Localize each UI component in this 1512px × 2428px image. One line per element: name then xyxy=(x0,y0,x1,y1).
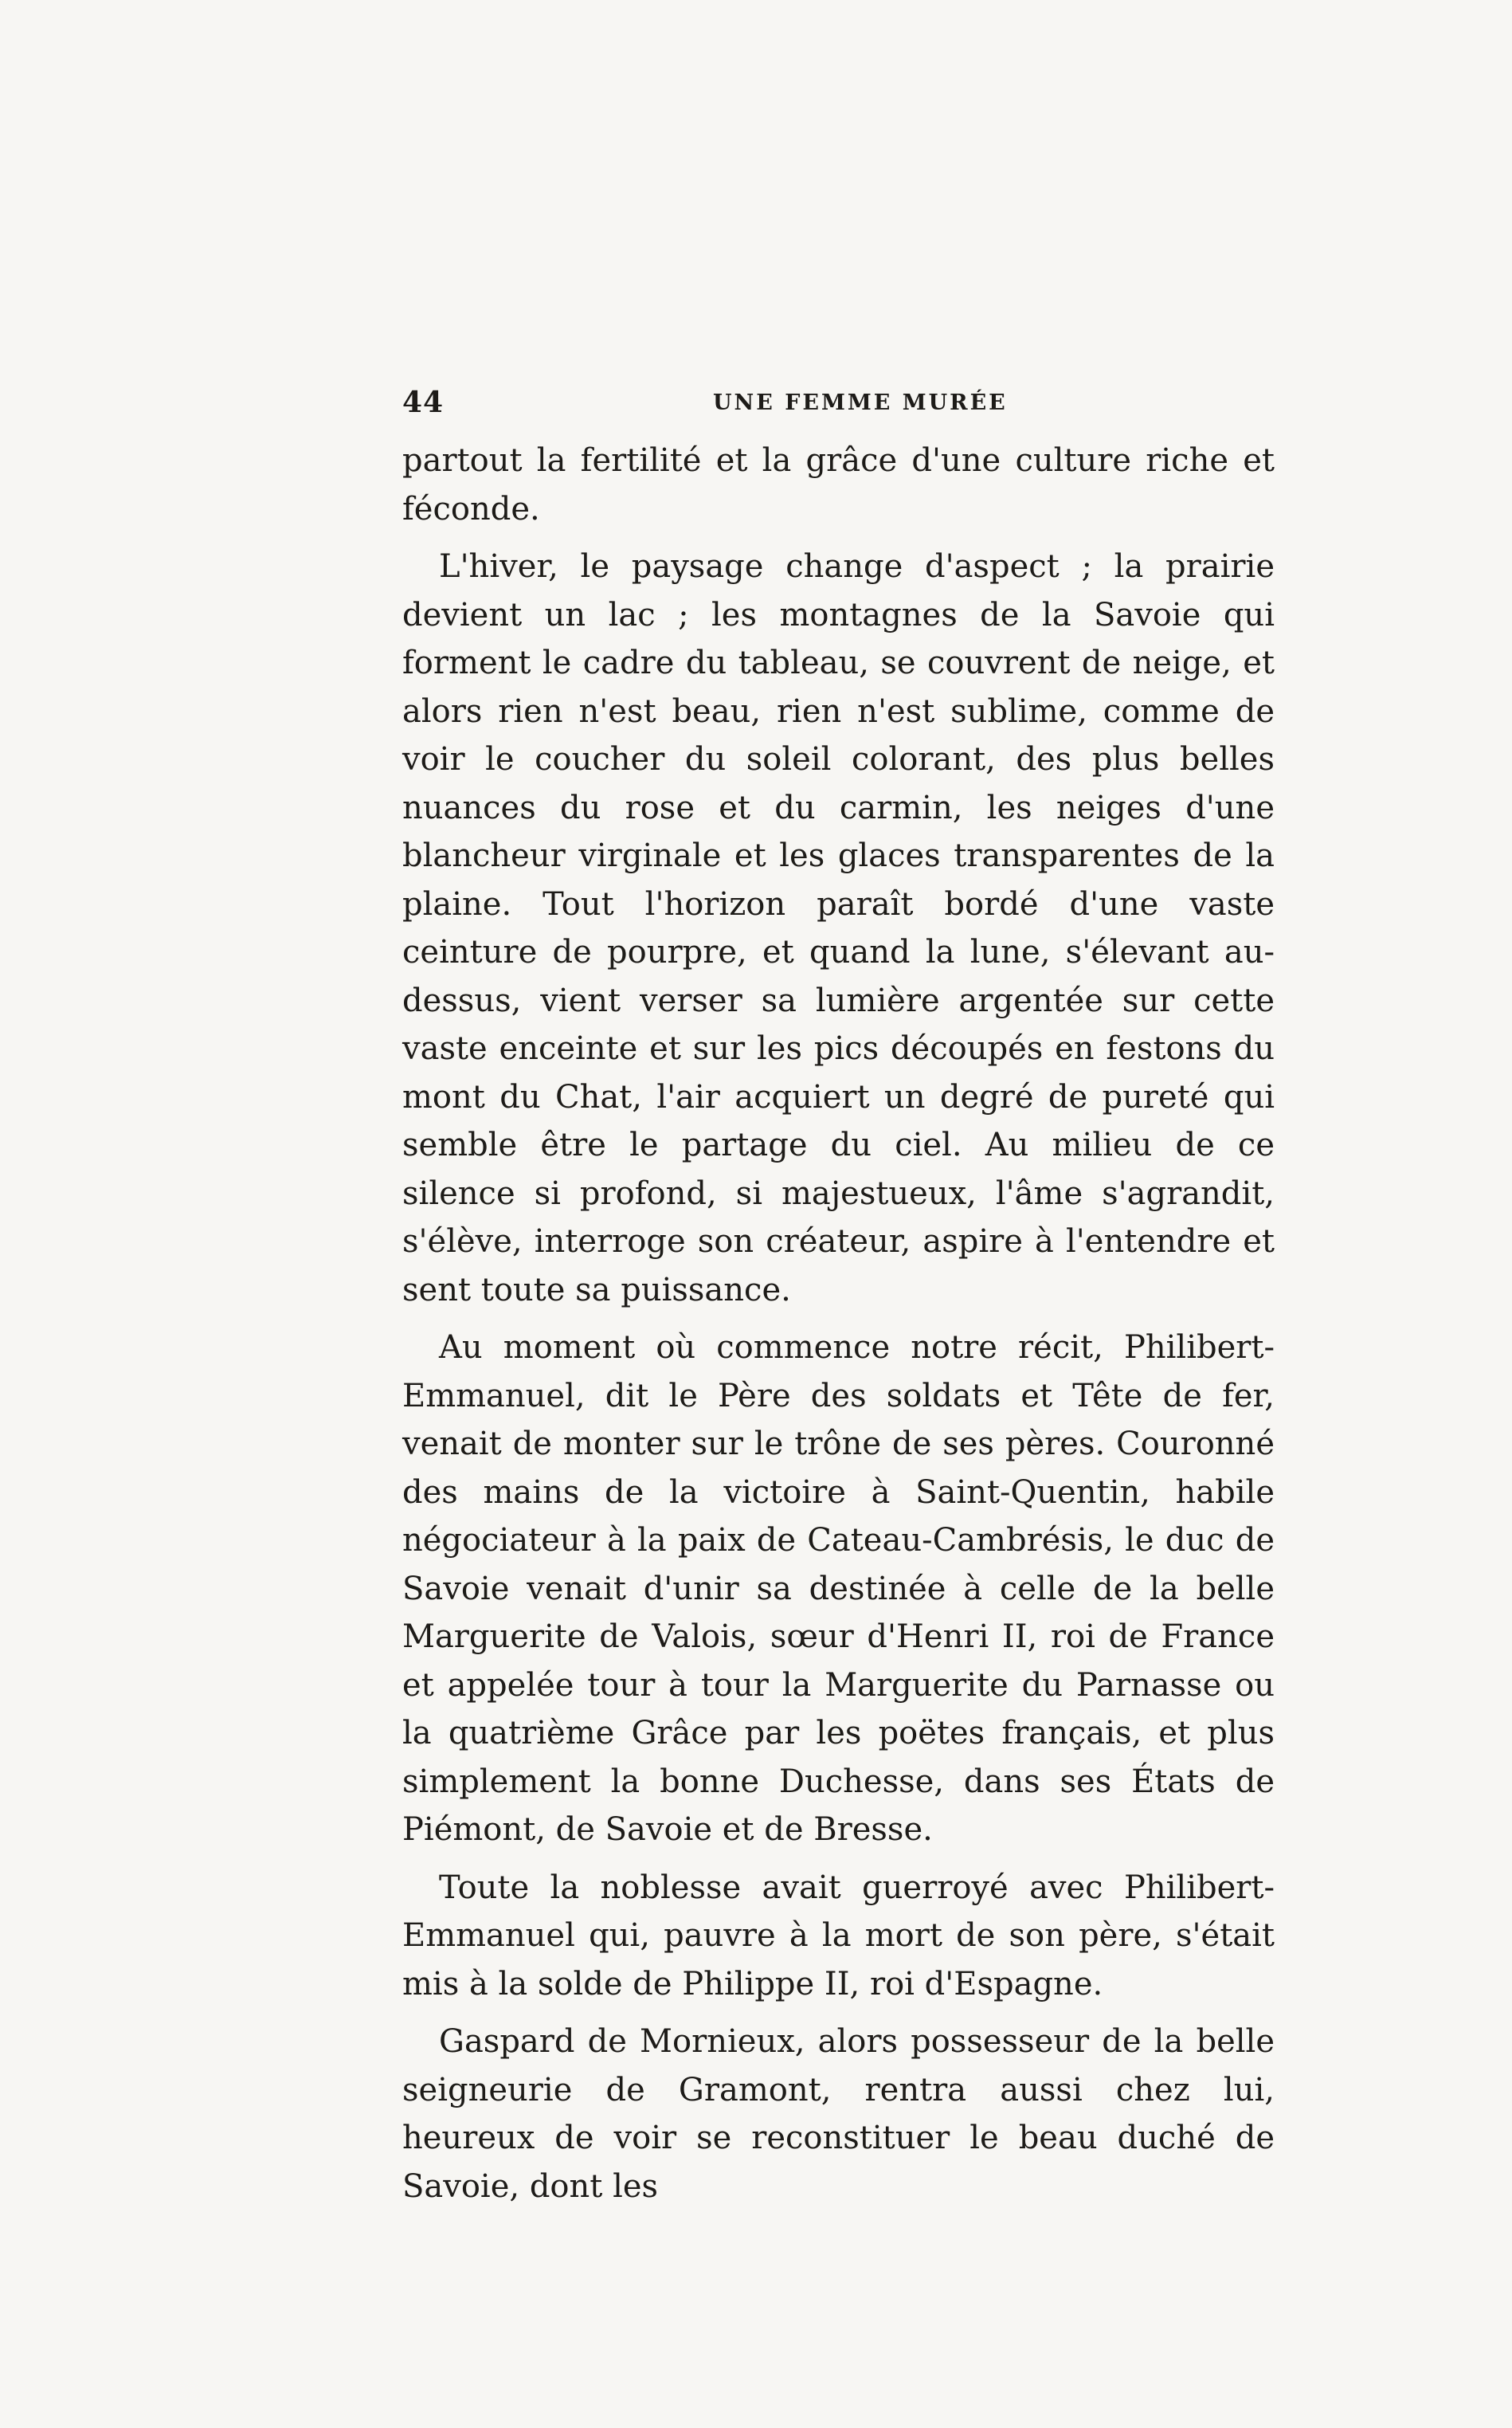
text-body xyxy=(402,437,1275,2210)
paragraph: Gaspard de Mornieux, alors possesseur de la belle seigneurie de Gramont, rentra aussi chez lui, heureux de voir se reconstituer le beau duché de Savoie, dont les xyxy=(402,2023,1275,2205)
page-header xyxy=(402,386,1275,426)
running-title: UNE FEMME MURÉE xyxy=(713,390,1008,415)
paragraph: Toute la noblesse avait guerroyé avec Philibert-Emmanuel qui, pauvre à la mort de son père, s'était mis à la solde de Philippe II, roi d'Espagne. xyxy=(402,1869,1275,2002)
paragraph: partout la fertilité et la grâce d'une culture riche et féconde. xyxy=(402,442,1275,528)
paragraph: L'hiver, le paysage change d'aspect ; la prairie devient un lac ; les montagnes de la Savoie qui forment le cadre du tableau, se couvrent de neige, et alors rien n'est beau, rien n'est sublime, comme de voir le coucher du soleil colorant, des plus belles nuances du rose et du carmin, les neiges d'une blancheur virginale et les glaces transparentes de la plaine. Tout l'horizon paraît bordé d'une vaste ceinture de pourpre, et quand la lune, s'élevant au-dessus, vient verser sa lumière argentée sur cette vaste enceinte et sur les pics découpés en festons du mont du Chat, l'air acquiert un degré de pureté qui semble être le partage du ciel. Au milieu de ce silence si profond, si majestueux, l'âme s'agrandit, s'élève, interroge son créateur, aspire à l'entendre et sent toute sa puissance. xyxy=(402,548,1275,1308)
paragraph: Au moment où commence notre récit, Philibert-Emmanuel, dit le Père des soldats et Tête de fer, venait de monter sur le trône de ses pères. Couronné des mains de la victoire à Saint-Quentin, habile négociateur à la paix de Cateau-Cambrésis, le duc de Savoie venait d'unir sa destinée à celle de la belle Marguerite de Valois, sœur d'Henri II, roi de France et appelée tour à tour la Marguerite du Parnasse ou la quatrième Grâce par les poëtes français, et plus simplement la bonne Duchesse, dans ses États de Piémont, de Savoie et de Bresse. xyxy=(402,1329,1275,1848)
page-number: 44 xyxy=(402,386,445,419)
